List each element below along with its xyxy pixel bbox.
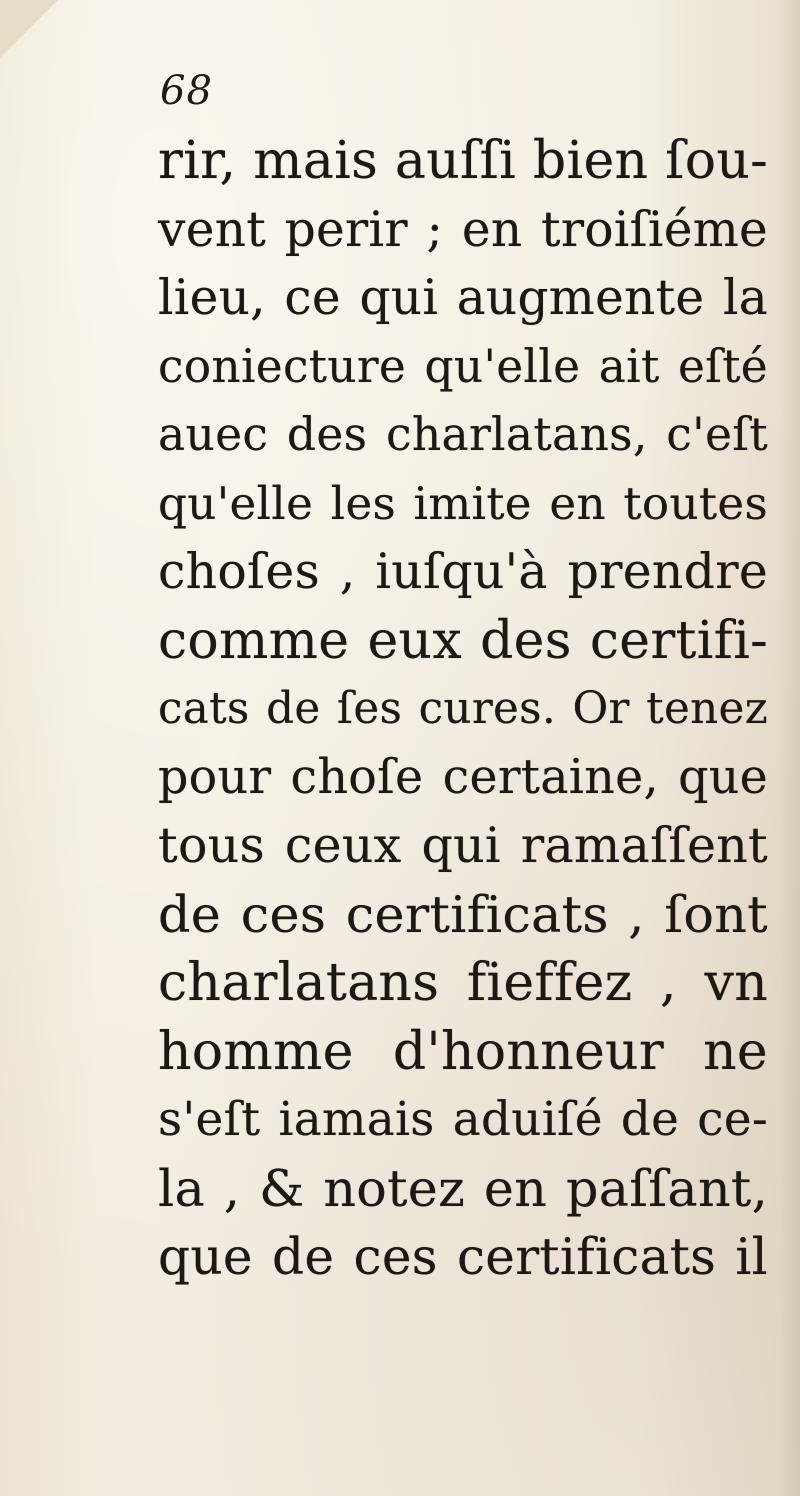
text-line: s'eſt iamais aduiſé de ce-	[158, 1092, 768, 1147]
text-line: tous ceux qui ramaſſent	[158, 817, 768, 874]
text-line: rir, mais auſſi bien ſou-	[158, 131, 768, 191]
text-line: cats de ſes cures. Or tenez	[158, 683, 768, 734]
page-number: 68	[160, 68, 213, 114]
page-edge-shadow	[778, 0, 800, 1496]
text-line: auec des charlatans, c'eſt	[158, 408, 768, 461]
text-line: qu'elle les imite en toutes	[158, 476, 768, 530]
text-line: comme eux des certifi-	[158, 610, 768, 671]
text-line: la , & notez en paſſant,	[158, 1158, 768, 1218]
text-line: homme d'honneur ne	[158, 1021, 768, 1082]
text-line: lieu, ce qui augmente la	[158, 270, 768, 326]
text-line: pour choſe certaine, que	[158, 749, 768, 805]
body-text	[158, 127, 768, 1292]
text-line: choſes , iuſqu'à prendre	[158, 543, 768, 600]
text-line: coniecture qu'elle ait eſté	[158, 339, 768, 393]
page-corner-fold	[0, 0, 58, 58]
text-line: vent perir ; en troiſiéme	[158, 201, 768, 258]
text-line: de ces certificats , ſont	[158, 884, 768, 944]
text-line: charlatans fieffez , vn	[158, 953, 768, 1013]
text-line: que de ces certificats il	[158, 1228, 768, 1286]
